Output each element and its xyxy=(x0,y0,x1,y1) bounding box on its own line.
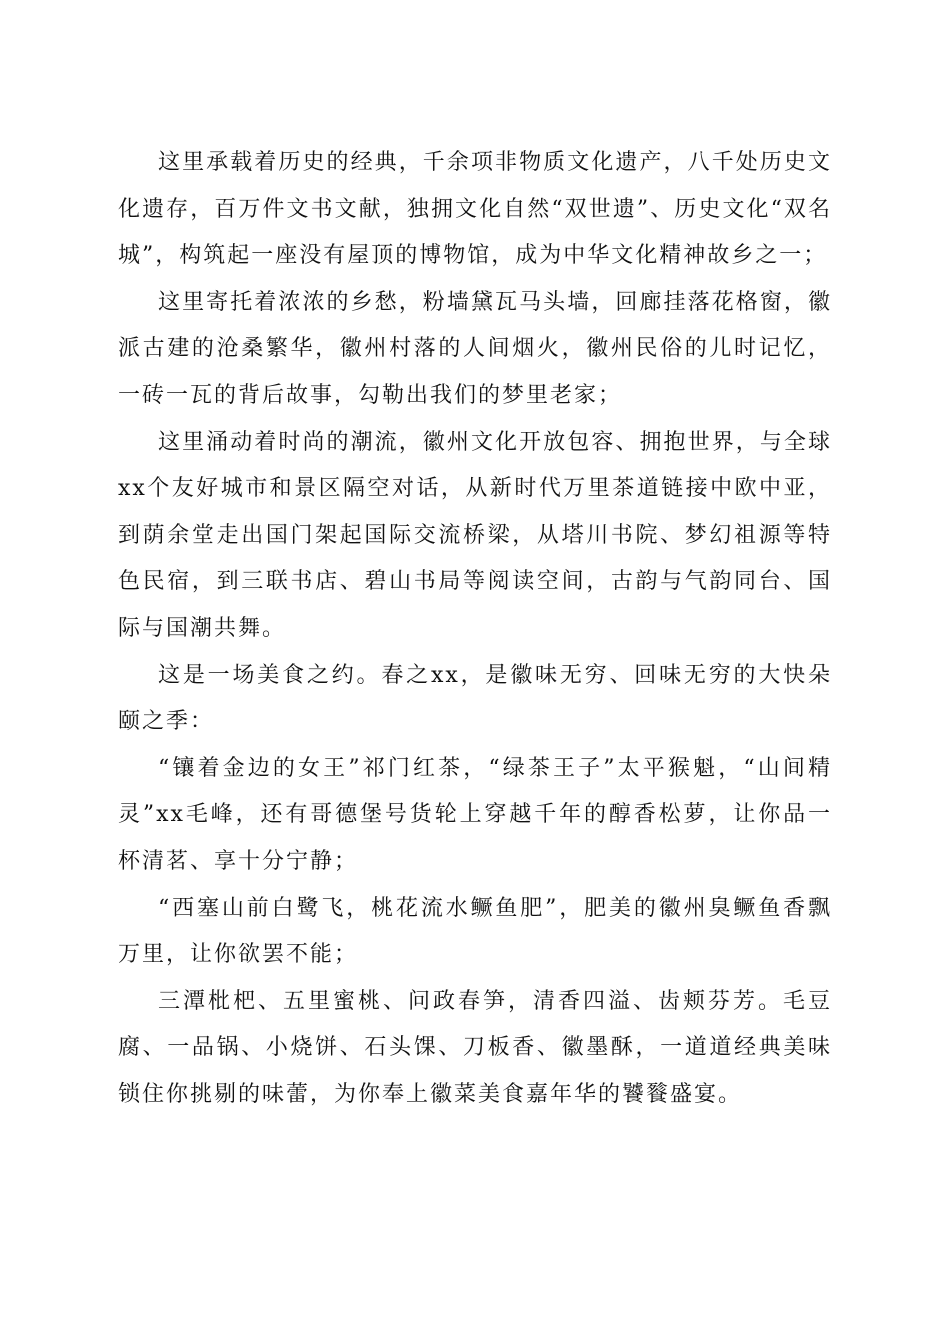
paragraph-nostalgia: 这里寄托着浓浓的乡愁，粉墙黛瓦马头墙，回廊挂落花格窗，徽派古建的沧桑繁华，徽州村落的人间烟火，徽州民俗的儿时记忆，一砖一瓦的背后故事，勾勒出我们的梦里老家； xyxy=(118,289,832,408)
paragraph-trend: 这里涌动着时尚的潮流，徽州文化开放包容、拥抱世界，与全球xx个友好城市和景区隔空对话，从新时代万里茶道链接中欧中亚，到荫余堂走出国门架起国际交流桥梁，从塔川书院、梦幻祖源等特色民宿，到三联书店、碧山书局等阅读空间，古韵与气韵同台、国际与国潮共舞。 xyxy=(118,429,832,641)
paragraph-mandarin-fish: “西塞山前白鹭飞，桃花流水鳜鱼肥”，肥美的徽州臭鳜鱼香飘万里，让你欲罢不能； xyxy=(118,895,832,968)
paragraph-history: 这里承载着历史的经典，千余项非物质文化遗产，八千处历史文化遗存，百万件文书文献，独拥文化自然“双世遗”、历史文化“双名城”，构筑起一座没有屋顶的博物馆，成为中华文化精神故乡之一； xyxy=(118,150,832,269)
paragraph-delicacies: 三潭枇杷、五里蜜桃、问政春笋，清香四溢、齿颊芬芳。毛豆腐、一品锅、小烧饼、石头馃、刀板香、徽墨酥，一道道经典美味锁住你挑剔的味蕾，为你奉上徽菜美食嘉年华的饕餮盛宴。 xyxy=(118,988,832,1107)
paragraph-food-intro: 这是一场美食之约。春之xx，是徽味无穷、回味无穷的大快朵颐之季： xyxy=(118,662,832,735)
document-body xyxy=(118,140,832,1118)
paragraph-tea: “镶着金边的女王”祁门红茶，“绿茶王子”太平猴魁，“山间精灵”xx毛峰，还有哥德堡号货轮上穿越千年的醇香松萝，让你品一杯清茗、享十分宁静； xyxy=(118,755,832,874)
